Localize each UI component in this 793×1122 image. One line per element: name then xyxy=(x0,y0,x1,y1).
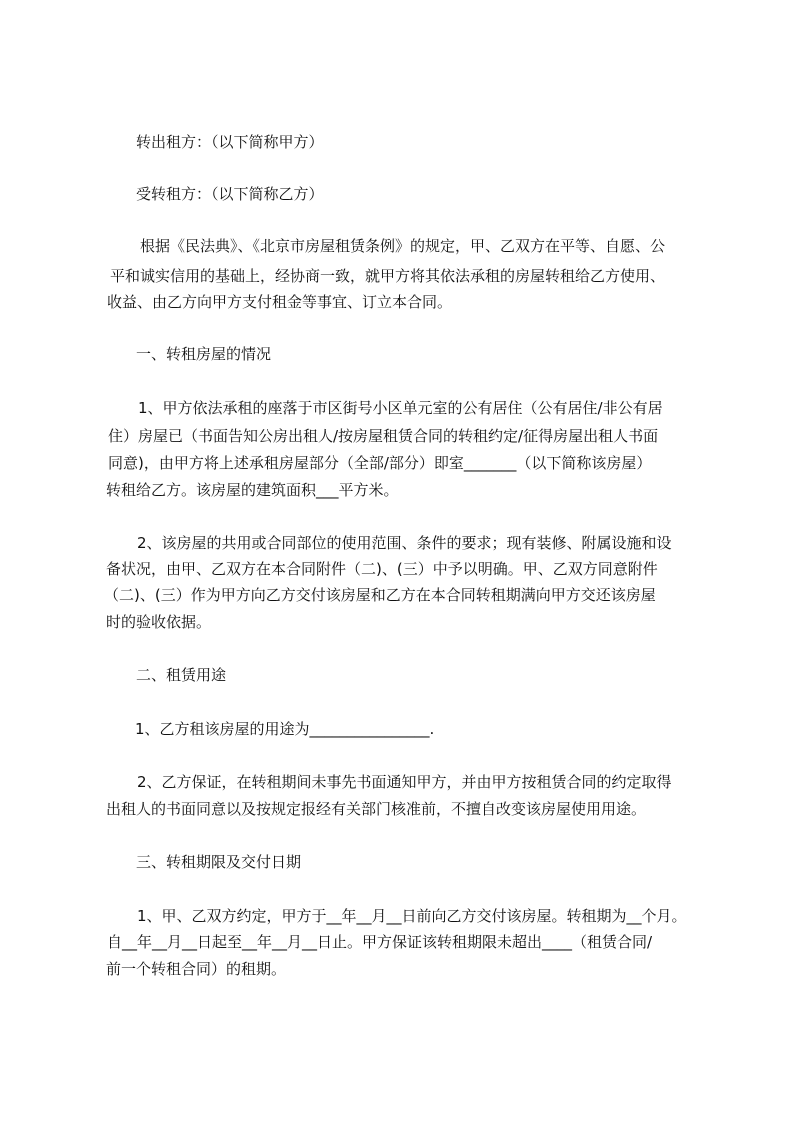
section-1-clause-2-line-3: （二)、(三）作为甲方向乙方交付该房屋和乙方在本合同转租期满向甲方交还该房屋 xyxy=(104,586,656,604)
section-1-clause-1-line-2: 住）房屋已（书面告知公房出租人/按房屋租赁合同的转租约定/征得房屋出租人书面 xyxy=(108,427,659,445)
section-3-clause-1-line-2: 自__年__月__日起至__年__月__日止。甲方保证该转租期限未超出____（租赁合同/ xyxy=(107,933,653,951)
section-1-clause-2-line-1: 2、该房屋的共用或合同部位的使用范围、条件的要求；现有装修、附属设施和设 xyxy=(137,534,672,552)
section-1-heading: 一、转租房屋的情况 xyxy=(136,345,272,363)
section-1-clause-2-line-2: 备状况，由甲、乙双方在本合同附件（二)、(三）中予以明确。甲、乙双方同意附件 xyxy=(106,560,658,578)
section-3-heading: 三、转租期限及交付日期 xyxy=(136,853,302,871)
section-2-clause-1-line-1: 1、乙方租该房屋的用途为________________. xyxy=(135,720,435,738)
section-3-clause-1-line-3: 前一个转租合同）的租期。 xyxy=(106,960,287,978)
section-1-clause-1-line-4: 转租给乙方。该房屋的建筑面积___平方米。 xyxy=(106,481,399,499)
preamble-line-3: 收益、由乙方向甲方支付租金等事宜、订立本合同。 xyxy=(107,293,453,311)
preamble-line-2: 平和诚实信用的基础上，经协商一致，就甲方将其依法承租的房屋转租给乙方使用、 xyxy=(110,267,666,285)
section-1-clause-1-line-1: 1、甲方依法承租的座落于市区街号小区单元室的公有居住（公有居住/非公有居 xyxy=(138,399,663,417)
transferee-line: 受转租方：（以下简称乙方） xyxy=(136,185,324,203)
section-3-clause-1-line-1: 1、甲、乙双方约定，甲方于__年__月__日前向乙方交付该房屋。转租期为__个月。 xyxy=(137,907,687,925)
transferor-line: 转出租方：（以下简称甲方） xyxy=(136,133,324,151)
section-2-clause-2-line-2: 出租人的书面同意以及按规定报经有关部门核准前，不擅自改变该房屋使用用途。 xyxy=(106,800,647,818)
section-1-clause-2-line-4: 时的验收依据。 xyxy=(106,613,212,631)
preamble-line-1: 根据《民法典》、《北京市房屋租赁条例》的规定，甲、乙双方在平等、自愿、公 xyxy=(140,237,666,255)
section-2-heading: 二、租赁用途 xyxy=(136,666,227,684)
section-2-clause-2-line-1: 2、乙方保证，在转租期间未事先书面通知甲方，并由甲方按租赁合同的约定取得 xyxy=(137,773,672,791)
section-1-clause-1-line-3: 同意)，由甲方将上述承租房屋部分（全部/部分）即室_______（以下简称该房屋） xyxy=(108,454,652,472)
